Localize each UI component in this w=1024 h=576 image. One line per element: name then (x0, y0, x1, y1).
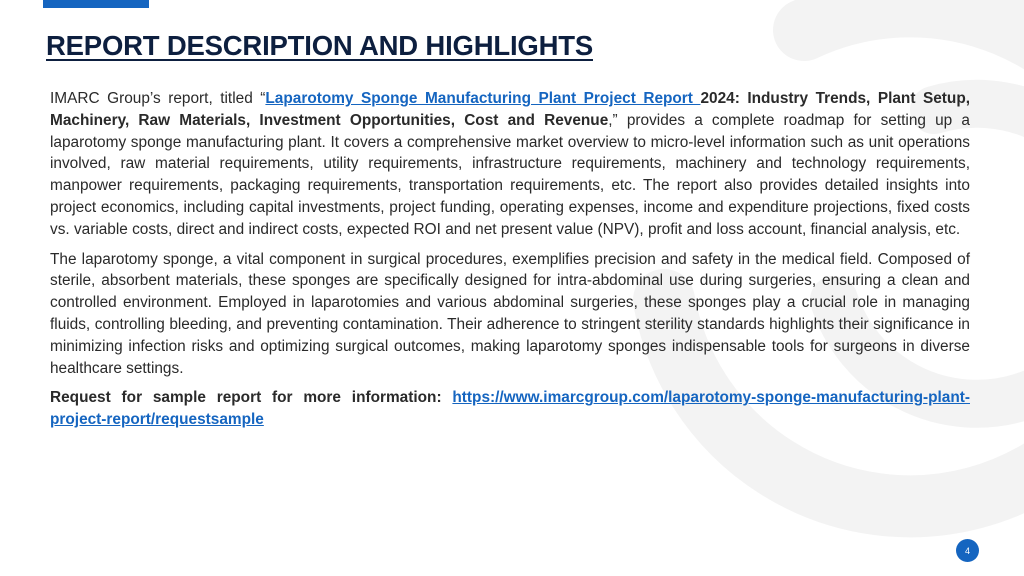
page-number-badge: 4 (956, 539, 979, 562)
report-title-link[interactable]: Laparotomy Sponge Manufacturing Plant Project Report (265, 90, 701, 107)
sample-request-paragraph (50, 387, 970, 431)
sample-request-link[interactable]: https://www.imarcgroup.com/laparotomy-sponge-manufacturing-plant-project-report/requestsample (50, 389, 970, 429)
sponge-overview-paragraph: The laparotomy sponge, a vital component in surgical procedures, exemplifies precision and safety in the medical field. Composed of sterile, absorbent materials, these sponges are specifically designed for intra-abdominal use during surgeries, ensuring a clean and controlled environment. Employed in laparotomies and various abdominal surgeries, these sponges play a crucial role in managing fluids, controlling bleeding, and preventing contamination. Their adherence to stringent sterility standards highlights their significance in minimizing infection risks and optimizing surgical outcomes, making laparotomy sponges indispensable tools for surgeons in diverse healthcare settings. (50, 250, 970, 377)
intro-prefix: IMARC Group’s report, titled “ (50, 90, 266, 107)
intro-body: ,” provides a complete roadmap for setting up a laparotomy sponge manufacturing plant. It covers a comprehensive market overview to micro-level information such as unit operations involved, raw material requirements, utility requirements, infrastructure requirements, machinery and technology requirements, manpower requirements, packaging requirements, transportation requirements, etc. The report also provides detailed insights into project economics, including capital investments, project funding, operating expenses, income and expenditure projections, fixed costs vs. variable costs, direct and indirect costs, expected ROI and net present value (NPV), profit and loss account, financial analysis, etc. (50, 111, 970, 238)
top-accent-bar (43, 0, 149, 8)
sample-request-label: Request for sample report for more information: (50, 389, 453, 407)
report-subtitle: 2024: Industry Trends, Plant Setup, Machinery, Raw Materials, Investment Opportunities, Cost and Revenue (50, 90, 970, 129)
report-intro-paragraph (50, 88, 970, 241)
report-description (50, 88, 970, 439)
page-title: REPORT DESCRIPTION AND HIGHLIGHTS (46, 30, 593, 61)
